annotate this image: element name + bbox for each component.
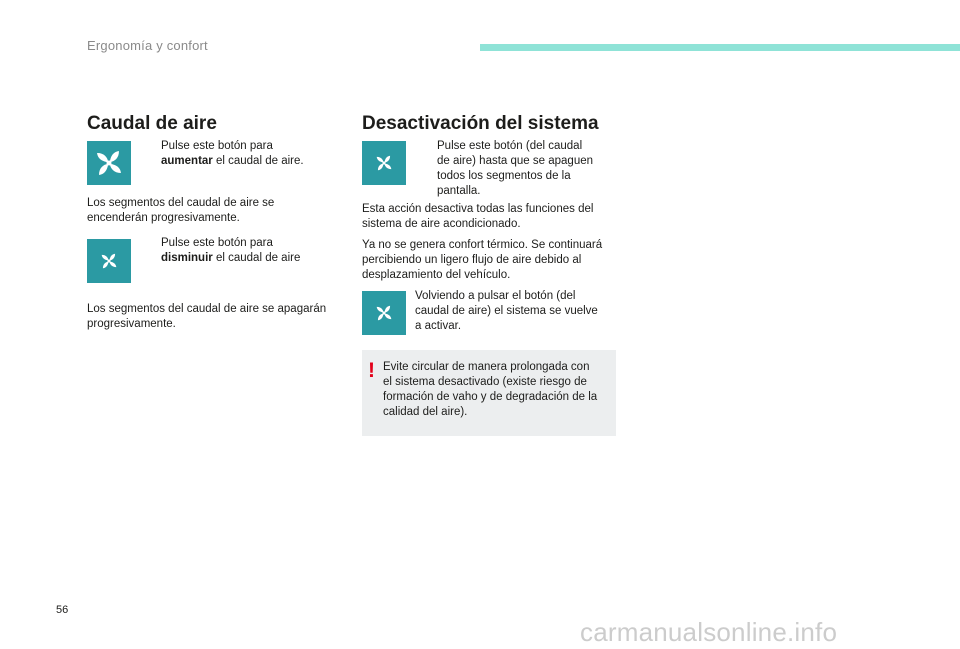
increase-instruction <box>161 139 341 169</box>
instruction-keyword: disminuir <box>161 252 213 264</box>
instruction-text-end: el caudal de aire. <box>212 155 304 167</box>
text-line: de aire) hasta que se apaguen <box>437 155 594 167</box>
instruction-keyword: aumentar <box>161 155 213 167</box>
text-line: sistema de aire acondicionado. <box>362 218 521 230</box>
fan-large-icon <box>87 141 131 185</box>
text-line: progresivamente. <box>87 318 176 330</box>
chapter-accent-bar <box>480 44 960 51</box>
text-line: Esta acción desactiva todas las funciones del <box>362 203 594 215</box>
instruction-text: Pulse este botón para <box>161 237 273 249</box>
page-number: 56 <box>56 604 69 616</box>
fan-small-icon <box>362 141 406 185</box>
chapter-title: Ergonomía y confort <box>87 38 208 53</box>
decrease-note <box>87 302 326 332</box>
text-line: Los segmentos del caudal de aire se <box>87 197 275 209</box>
text-line: percibiendo un ligero flujo de aire debido al <box>362 254 582 266</box>
instruction-text: Pulse este botón para <box>161 140 273 152</box>
watermark: carmanualsonline.info <box>580 617 838 647</box>
text-line: Volviendo a pulsar el botón (del <box>415 290 576 302</box>
reactivate-instruction <box>415 289 598 334</box>
text-line: el sistema desactivado (existe riesgo de <box>383 376 587 388</box>
decrease-instruction <box>161 236 341 266</box>
text-line: Ya no se genera confort térmico. Se continuará <box>362 239 603 251</box>
increase-note <box>87 196 274 226</box>
text-line: pantalla. <box>437 185 481 197</box>
text-line: a activar. <box>415 320 462 332</box>
text-line: Pulse este botón (del caudal <box>437 140 583 152</box>
text-line: formación de vaho y de degradación de la <box>383 391 598 403</box>
deactivate-instruction <box>437 139 593 199</box>
text-line: Los segmentos del caudal de aire se apagarán <box>87 303 327 315</box>
instruction-text-end: el caudal de aire <box>212 252 301 264</box>
text-line: Evite circular de manera prolongada con <box>383 361 590 373</box>
text-line: desplazamiento del vehículo. <box>362 269 511 281</box>
warning-exclamation-icon: ! <box>368 359 375 382</box>
deactivate-effect <box>362 202 593 232</box>
section-title-air-flow: Caudal de aire <box>87 113 217 134</box>
text-line: encenderán progresivamente. <box>87 212 240 224</box>
fan-small-icon <box>362 291 406 335</box>
text-line: todos los segmentos de la <box>437 170 571 182</box>
warning-text <box>383 360 597 420</box>
fan-small-icon <box>87 239 131 283</box>
section-title-deactivation: Desactivación del sistema <box>362 113 599 134</box>
text-line: caudal de aire) el sistema se vuelve <box>415 305 598 317</box>
thermal-comfort-note <box>362 238 602 283</box>
text-line: calidad del aire). <box>383 406 468 418</box>
